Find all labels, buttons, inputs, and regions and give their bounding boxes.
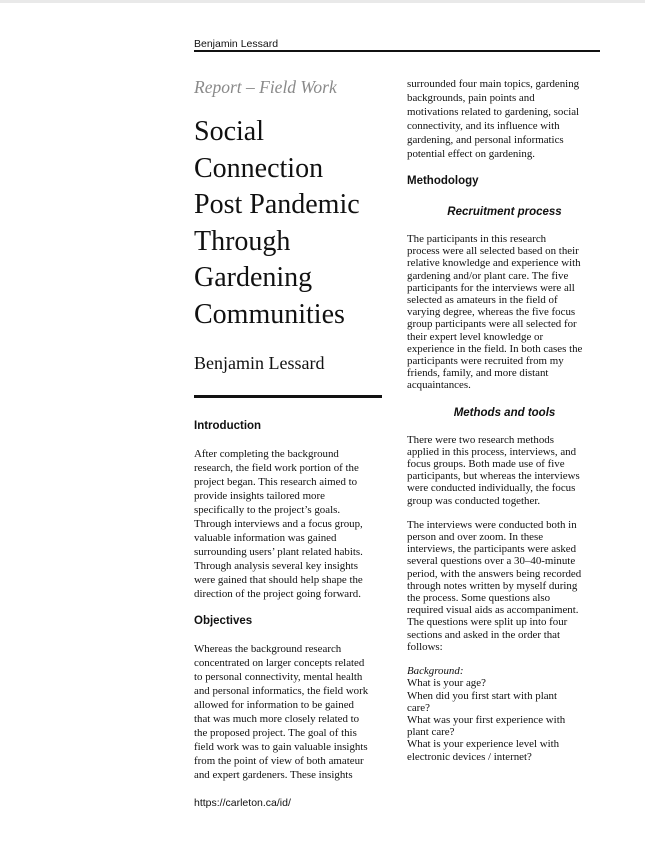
question-item: When did you first start with plant	[407, 689, 558, 702]
question-item: What was your first experience with	[407, 713, 566, 726]
recruitment-heading: Recruitment process	[447, 206, 562, 218]
question-item: What is your age?	[407, 677, 486, 690]
report-title	[194, 114, 386, 333]
title-divider	[194, 395, 382, 398]
methodology-heading: Methodology	[407, 175, 479, 187]
report-author: Benjamin Lessard	[194, 353, 325, 373]
objectives-paragraph: Whereas the background research concentrated on larger concepts related to personal connectivity, mental health and personal informatics, the field work allowed for information to be gained that was much more closely related to the proposed project. The goal of this field work was to gain valuable insights from the point of view of both amateur and expert gardeners. These insights	[194, 643, 369, 781]
title-line: Social	[194, 116, 264, 147]
objectives-heading: Objectives	[194, 615, 253, 627]
header-divider	[194, 50, 600, 52]
report-subtitle: Report – Field Work	[194, 77, 337, 97]
running-header-author: Benjamin Lessard	[194, 38, 279, 50]
window-top-strip	[0, 0, 645, 3]
background-label: Background:	[407, 665, 464, 678]
question-item: care?	[407, 701, 430, 714]
recruitment-paragraph: The participants in this research process were all selected based on their relative knowledge and experience with gardening and/or plant care. The five participants for the interviews were all selected as amateurs in the field of varying degree, whereas the five focus group participants were all selected for their expert level knowledge or experience in the field. In both cases the participants were recruited from my friends, family, and more distant acquaintances.	[407, 233, 583, 392]
right-column	[407, 77, 602, 763]
methods-tools-heading: Methods and tools	[453, 406, 556, 419]
question-item: plant care?	[407, 726, 455, 739]
objectives-continued-paragraph: surrounded four main topics, gardening backgrounds, pain points and motivations related to gardening, social connectivity, and its influence with gardening, and personal informatics potential effect on gardening.	[407, 78, 580, 160]
question-item: electronic devices / internet?	[407, 750, 532, 763]
methods-paragraph-1: There were two research methods applied in this process, interviews, and focus groups. Both made use of five participants, but whereas the interviews were conducted individually, the focus group was conducted together.	[407, 433, 580, 507]
question-item: What is your experience level with	[407, 738, 560, 751]
background-questions	[407, 665, 602, 763]
title-line: Communities	[194, 298, 345, 330]
title-line: Post Pandemic	[194, 189, 360, 220]
title-line: Through	[194, 225, 291, 257]
methods-paragraph-2: The interviews were conducted both in person and over zoom. In these interviews, the participants were asked several questions over a 30–40-minute period, with the answers being recorded through notes written by myself during the process. Some questions also required visual aids as accompaniment. The questions were split up into four sections and asked in the order that follows:	[407, 518, 582, 653]
left-column	[194, 76, 386, 782]
title-line: Gardening	[194, 262, 313, 293]
footer-url: https://carleton.ca/id/	[194, 797, 291, 809]
introduction-heading: Introduction	[194, 420, 262, 432]
introduction-paragraph: After completing the background research, the field work portion of the project began. This research aimed to provide insights tailored more specifically to the project’s goals. Through interviews and a focus group, valuable information was gained surrounding users’ plant related habits. Through analysis several key insights were gained that should help shape the direction of the project going forward.	[194, 448, 363, 600]
title-line: Connection	[194, 152, 324, 184]
